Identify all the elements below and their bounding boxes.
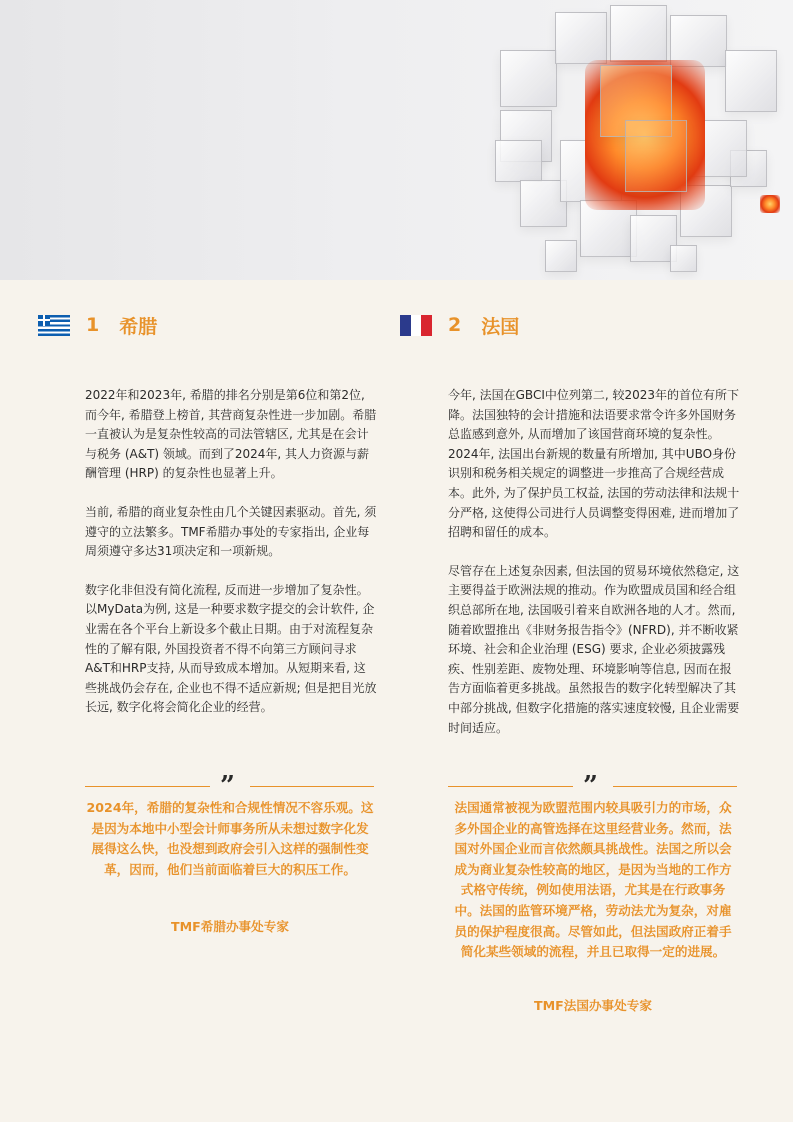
hero-image	[0, 0, 793, 280]
quote-mark-icon: ”	[583, 771, 598, 801]
france-quote-attribution: TMF法国办事处专家	[534, 998, 652, 1013]
section-number: 1	[86, 314, 100, 336]
paragraph: 数字化非但没有简化流程, 反而进一步增加了复杂性。以MyData为例, 这是一种要求数字提交的会计软件, 企业需在各个平台上新设多个截止日期。由于对流程复杂性的了解有限, 外国投资者不得不向第三方顾问寻求A&T和HRP支持, 从而导致成本增加。从短期来看, 这些挑战仍会存在, 企业也不得不适应新规; 但是把目光放长远, 数字化将会简化企业的经营。	[85, 582, 377, 715]
paragraph: 今年, 法国在GBCI中位列第二, 较2023年的首位有所下降。法国独特的会计措施和法语要求常令许多外国财务总监感到意外, 从而增加了该国营商环境的复杂性。2024年, 法国出台新规的数量有所增加, 其中UBO身份识别和税务相关规定的调整进一步推高了合规经营成本。此外, 为了保护员工权益, 法国的劳动法律和法规十分严格, 这使得公司进行人员调整变得困难, 进而增加了招聘和留任的成本。	[448, 388, 740, 540]
section-header-greece	[38, 312, 157, 338]
quote-divider-left	[85, 786, 210, 787]
greece-body	[85, 386, 377, 737]
paragraph: 尽管存在上述复杂因素, 但法国的贸易环境依然稳定, 这主要得益于欧洲法规的推动。作为欧盟成员国和经合组织总部所在地, 法国吸引着来自欧洲各地的人才。然而, 随着欧盟推出《非财务报告指令》(NFRD), 并不断收紧环境、社会和企业治理 (ESG) 要求, 企业必须披露残疾、性别差距、废物处理、环境影响等信息, 因而在报告方面临着更多挑战。虽然报告的数字化转型解决了其中部分挑战, 但数字化措施的落实速度较慢, 且企业需要时间适应。	[448, 563, 740, 735]
quote-mark-icon: ”	[220, 771, 235, 801]
quote-divider-right	[250, 786, 374, 787]
section-title: 希腊	[119, 315, 158, 338]
greece-flag-icon	[38, 315, 70, 336]
paragraph: 当前, 希腊的商业复杂性由几个关键因素驱动。首先, 须遵守的立法繁多。TMF希腊办事处的专家指出, 企业每周须遵守多达31项决定和一项新规。	[85, 504, 377, 559]
paragraph: 2022年和2023年, 希腊的排名分别是第6位和第2位, 而今年, 希腊登上榜首, 其营商复杂性进一步加剧。希腊一直被认为是复杂性较高的司法管辖区, 尤其是在会计与税务 (A&T) 领域。而到了2024年, 其人力资源与薪酬管理 (HRP) 的复杂性也显著上升。	[85, 388, 377, 481]
france-flag-icon	[400, 315, 432, 336]
greece-quote-attribution: TMF希腊办事处专家	[171, 919, 289, 934]
quote-divider-left	[448, 786, 573, 787]
france-quote: 法国通常被视为欧盟范围内较具吸引力的市场，众多外国企业的高管选择在这里经营业务。然而，法国对外国企业而言依然颇具挑战性。法国之所以会成为商业复杂性较高的地区，是因为当地的工作方式格守传统，例如使用法语，尤其是在行政事务中。法国的监管环境严格，劳动法尤为复杂，对雇员的保护程度很高。尽管如此，但法国政府正着手简化某些领域的流程，并且已取得一定的进展。	[454, 800, 732, 960]
france-body	[448, 386, 740, 757]
section-number: 2	[448, 314, 462, 336]
section-title: 法国	[481, 315, 520, 338]
greece-quote: 2024年，希腊的复杂性和合规性情况不容乐观。这是因为本地中小型会计师事务所从未想过数字化发展得这么快，也没想到政府会引入这样的强制性变革，因而，他们当前面临着巨大的积压工作。	[86, 800, 374, 877]
section-header-france	[400, 312, 519, 338]
quote-divider-right	[613, 786, 737, 787]
